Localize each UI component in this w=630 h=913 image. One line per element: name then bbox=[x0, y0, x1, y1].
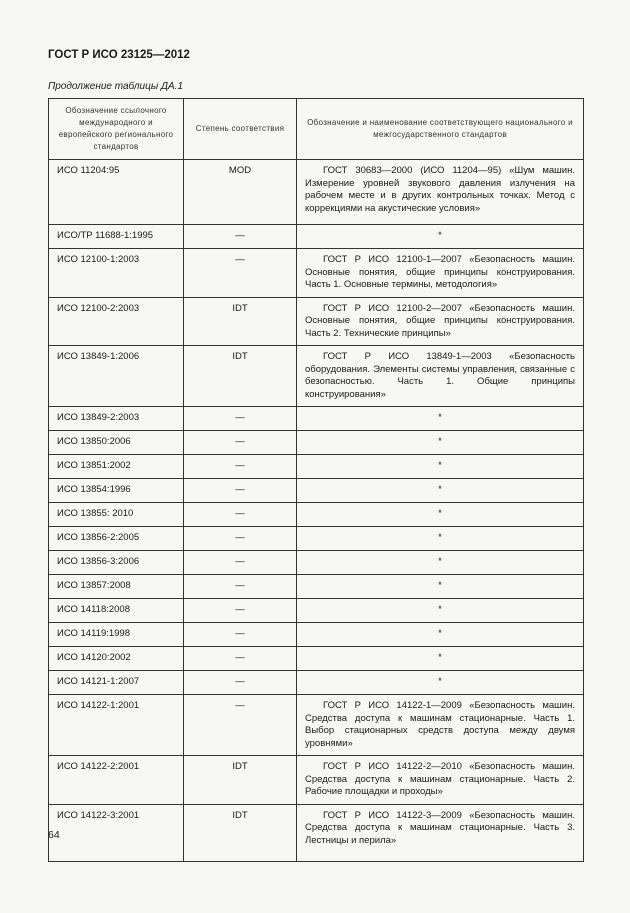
document-header: ГОСТ Р ИСО 23125—2012 bbox=[48, 49, 190, 61]
national-standard-text: * bbox=[438, 436, 442, 447]
national-standard-text: ГОСТ 30683—2000 (ИСО 11204—95) «Шум машин. Измерение уровней звукового давления излучения на рабочем месте и в других контрольных точках. Метод с коррекциями на акустические условия» bbox=[305, 165, 575, 214]
national-standard-text: * bbox=[438, 412, 442, 423]
national-standard-text: * bbox=[438, 460, 442, 471]
national-standard-text: * bbox=[438, 676, 442, 687]
national-standard-cell bbox=[297, 479, 584, 503]
national-standard-cell bbox=[297, 297, 584, 346]
degree-cell: — bbox=[184, 407, 297, 431]
degree-cell: — bbox=[184, 623, 297, 647]
table-row bbox=[49, 551, 584, 575]
degree-cell: — bbox=[184, 249, 297, 298]
degree-cell: — bbox=[184, 599, 297, 623]
degree-cell: — bbox=[184, 671, 297, 695]
national-standard-text: * bbox=[438, 580, 442, 591]
national-standard-cell bbox=[297, 599, 584, 623]
reference-standard-cell: ИСО/TP 11688-1:1995 bbox=[49, 225, 184, 249]
reference-standard-cell: ИСО 14119:1998 bbox=[49, 623, 184, 647]
column-header-national-standard: Обозначение и наименование соответствующего национального и межгосударственного стандартов bbox=[297, 99, 584, 160]
reference-standard-cell: ИСО 12100-2:2003 bbox=[49, 297, 184, 346]
national-standard-cell bbox=[297, 623, 584, 647]
table-row bbox=[49, 431, 584, 455]
reference-standard-cell: ИСО 13855: 2010 bbox=[49, 503, 184, 527]
reference-standard-cell: ИСО 13851:2002 bbox=[49, 455, 184, 479]
national-standard-text: * bbox=[438, 508, 442, 519]
degree-cell: — bbox=[184, 551, 297, 575]
degree-cell: — bbox=[184, 575, 297, 599]
table-row bbox=[49, 455, 584, 479]
degree-cell: IDT bbox=[184, 297, 297, 346]
degree-cell: — bbox=[184, 503, 297, 527]
degree-cell: — bbox=[184, 479, 297, 503]
reference-standard-cell: ИСО 14122-1:2001 bbox=[49, 695, 184, 756]
column-header-degree: Степень соответствия bbox=[184, 99, 297, 160]
reference-standard-cell: ИСО 14121-1:2007 bbox=[49, 671, 184, 695]
correspondence-table bbox=[48, 98, 584, 862]
degree-cell: IDT bbox=[184, 346, 297, 407]
national-standard-text: ГОСТ Р ИСО 12100-2—2007 «Безопасность машин. Основные понятия, общие принципы конструирования. Часть 2. Технические принципы» bbox=[305, 302, 575, 339]
national-standard-cell bbox=[297, 671, 584, 695]
table-row bbox=[49, 527, 584, 551]
table-row bbox=[49, 479, 584, 503]
reference-standard-cell: ИСО 13850:2006 bbox=[49, 431, 184, 455]
national-standard-text: * bbox=[438, 230, 442, 241]
page-number: 64 bbox=[48, 829, 60, 841]
national-standard-text: ГОСТ Р ИСО 13849-1—2003 «Безопасность оборудования. Элементы системы управления, связанные с безопасностью. Часть 1. Общие принципы конструирования» bbox=[305, 351, 575, 400]
national-standard-text: ГОСТ Р ИСО 12100-1—2007 «Безопасность машин. Основные понятия, общие принципы конструирования. Часть 1. Основные термины, методология» bbox=[305, 254, 575, 290]
national-standard-cell bbox=[297, 527, 584, 551]
table-row bbox=[49, 599, 584, 623]
national-standard-cell bbox=[297, 225, 584, 249]
national-standard-cell bbox=[297, 160, 584, 225]
reference-standard-cell: ИСО 13857:2008 bbox=[49, 575, 184, 599]
reference-standard-cell: ИСО 12100-1:2003 bbox=[49, 249, 184, 298]
table-row bbox=[49, 804, 584, 861]
table-row bbox=[49, 346, 584, 407]
reference-standard-cell: ИСО 13856-3:2006 bbox=[49, 551, 184, 575]
table-row bbox=[49, 225, 584, 249]
degree-cell: — bbox=[184, 647, 297, 671]
table-continuation-caption: Продолжение таблицы ДА.1 bbox=[48, 81, 184, 92]
table-row bbox=[49, 503, 584, 527]
table-row bbox=[49, 407, 584, 431]
degree-cell: — bbox=[184, 225, 297, 249]
table-row bbox=[49, 160, 584, 225]
degree-cell: — bbox=[184, 431, 297, 455]
table-row bbox=[49, 249, 584, 298]
degree-cell: — bbox=[184, 695, 297, 756]
reference-standard-cell: ИСО 13849-1:2006 bbox=[49, 346, 184, 407]
table-row bbox=[49, 671, 584, 695]
reference-standard-cell: ИСО 14120:2002 bbox=[49, 647, 184, 671]
table-header-row bbox=[49, 99, 584, 160]
national-standard-cell bbox=[297, 695, 584, 756]
national-standard-text: * bbox=[438, 604, 442, 615]
reference-standard-cell: ИСО 11204:95 bbox=[49, 160, 184, 225]
national-standard-cell bbox=[297, 249, 584, 298]
national-standard-cell bbox=[297, 551, 584, 575]
reference-standard-cell: ИСО 13849-2:2003 bbox=[49, 407, 184, 431]
degree-cell: — bbox=[184, 455, 297, 479]
national-standard-text: * bbox=[438, 628, 442, 639]
column-header-reference: Обозначение ссылочного международного и европейского регионального стандартов bbox=[49, 99, 184, 160]
table-row bbox=[49, 647, 584, 671]
reference-standard-cell: ИСО 13854:1996 bbox=[49, 479, 184, 503]
national-standard-text: ГОСТ Р ИСО 14122-3—2009 «Безопасность машин. Средства доступа к машинам стационарные. Часть 3. Лестницы и перила» bbox=[305, 809, 575, 846]
national-standard-cell bbox=[297, 431, 584, 455]
national-standard-text: * bbox=[438, 484, 442, 495]
national-standard-text: ГОСТ Р ИСО 14122-2—2010 «Безопасность машин. Средства доступа к машинам стационарные. Часть 2. Рабочие площадки и проходы» bbox=[305, 761, 575, 797]
table-row bbox=[49, 623, 584, 647]
reference-standard-cell: ИСО 14122-3:2001 bbox=[49, 804, 184, 861]
degree-cell: IDT bbox=[184, 756, 297, 805]
table-body bbox=[49, 160, 584, 862]
national-standard-cell bbox=[297, 503, 584, 527]
reference-standard-cell: ИСО 14122-2:2001 bbox=[49, 756, 184, 805]
national-standard-cell bbox=[297, 455, 584, 479]
table-row bbox=[49, 756, 584, 805]
national-standard-cell bbox=[297, 647, 584, 671]
national-standard-text: * bbox=[438, 532, 442, 543]
degree-cell: IDT bbox=[184, 804, 297, 861]
reference-standard-cell: ИСО 14118:2008 bbox=[49, 599, 184, 623]
national-standard-cell bbox=[297, 575, 584, 599]
national-standard-cell bbox=[297, 346, 584, 407]
reference-standard-cell: ИСО 13856-2:2005 bbox=[49, 527, 184, 551]
national-standard-text: ГОСТ Р ИСО 14122-1—2009 «Безопасность машин. Средства доступа к машинам стационарные. Часть 1. Выбор стационарных средств доступа между двумя уровнями» bbox=[305, 700, 575, 749]
national-standard-cell bbox=[297, 804, 584, 861]
national-standard-text: * bbox=[438, 556, 442, 567]
national-standard-cell bbox=[297, 756, 584, 805]
table-row bbox=[49, 297, 584, 346]
degree-cell: MOD bbox=[184, 160, 297, 225]
national-standard-cell bbox=[297, 407, 584, 431]
table-row bbox=[49, 695, 584, 756]
table-row bbox=[49, 575, 584, 599]
degree-cell: — bbox=[184, 527, 297, 551]
national-standard-text: * bbox=[438, 652, 442, 663]
